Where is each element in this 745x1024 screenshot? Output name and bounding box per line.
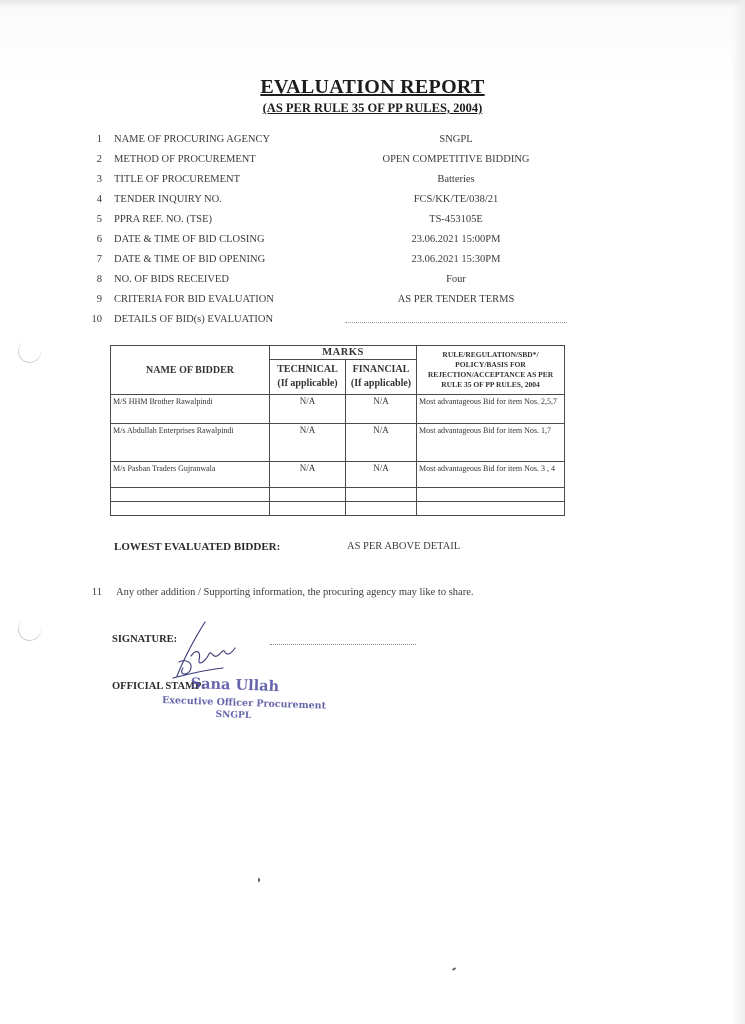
row-value: Batteries [437, 174, 475, 185]
rule-header-line: RULE 35 OF PP RULES, 2004 [441, 380, 540, 389]
row-number: 7 [96, 254, 102, 265]
scan-speck [452, 967, 456, 971]
rule-header-line: RULE/REGULATION/SBD*/ [442, 350, 539, 359]
row-number: 10 [91, 314, 102, 325]
row-number: 11 [91, 587, 102, 598]
col-header-bidder: NAME OF BIDDER [111, 346, 270, 395]
row-number: 6 [96, 234, 102, 245]
technical-header-line: TECHNICAL [277, 364, 338, 375]
row-value: TS-453105E [429, 214, 483, 225]
financial-marks: N/A [346, 462, 417, 488]
row-value: OPEN COMPETITIVE BIDDING [382, 154, 530, 165]
lowest-bidder-value: AS PER ABOVE DETAIL [347, 541, 461, 552]
row-number: 1 [96, 134, 102, 145]
official-stamp-label: OFFICIAL STAMP: [112, 681, 205, 692]
col-header-rule [417, 346, 565, 395]
table-row [111, 462, 565, 488]
bidder-name: M/s Abdullah Enterprises Rawalpindi [111, 424, 270, 462]
bidder-name: M/S HHM Brother Rawalpindi [111, 395, 270, 424]
rule-basis: Most advantageous Bid for item Nos. 3 , 4 [417, 462, 565, 488]
empty-cell [346, 502, 417, 516]
rule-basis: Most advantageous Bid for item Nos. 1,7 [417, 424, 565, 462]
lowest-bidder-label: LOWEST EVALUATED BIDDER: [114, 541, 281, 553]
technical-marks: N/A [270, 462, 346, 488]
scan-speck [258, 878, 260, 882]
col-header-financial [346, 360, 417, 395]
row-label: METHOD OF PROCUREMENT [114, 154, 256, 165]
col-header-marks: MARKS [270, 346, 417, 360]
scan-right-shadow [731, 0, 745, 1024]
empty-cell [270, 488, 346, 502]
bidder-name: M/s Pasban Traders Gujranwala [111, 462, 270, 488]
table-row-empty [111, 502, 565, 516]
row-value: Four [446, 274, 466, 285]
table-row [111, 424, 565, 462]
row-number: 2 [96, 154, 102, 165]
row-number: 3 [96, 174, 102, 185]
row-number: 9 [96, 294, 102, 305]
report-title: EVALUATION REPORT [260, 76, 485, 98]
bid-evaluation-table [110, 345, 565, 516]
table-row [111, 395, 565, 424]
empty-cell [417, 502, 565, 516]
technical-marks: N/A [270, 424, 346, 462]
row-value: SNGPL [439, 134, 473, 145]
stamp-name: Sana Ullah [190, 674, 280, 696]
row-value: 23.06.2021 15:30PM [411, 254, 501, 265]
row-label: PPRA REF. NO. (TSE) [114, 214, 213, 225]
row-label: DETAILS OF BID(s) EVALUATION [114, 314, 274, 325]
other-info-text: Any other addition / Supporting information, the procuring agency may like to share. [116, 587, 474, 598]
row-value: 23.06.2021 15:00PM [411, 234, 501, 245]
report-subtitle: (AS PER RULE 35 OF PP RULES, 2004) [262, 101, 483, 115]
row-label: TENDER INQUIRY NO. [114, 194, 222, 205]
empty-cell [270, 502, 346, 516]
col-header-technical [270, 360, 346, 395]
table-header-row [111, 346, 565, 360]
row-label: DATE & TIME OF BID OPENING [114, 254, 266, 265]
technical-header-line: (If applicable) [277, 378, 338, 389]
row-value: FCS/KK/TE/038/21 [413, 194, 499, 205]
financial-marks: N/A [346, 395, 417, 424]
empty-cell [346, 488, 417, 502]
empty-cell [417, 488, 565, 502]
punch-hole-mark [15, 615, 44, 644]
technical-marks: N/A [270, 395, 346, 424]
row-number: 5 [96, 214, 102, 225]
empty-cell [111, 488, 270, 502]
financial-header-line: (If applicable) [350, 378, 412, 389]
financial-header-line: FINANCIAL [352, 364, 410, 375]
row-label: NO. OF BIDS RECEIVED [114, 274, 229, 285]
row-label: CRITERIA FOR BID EVALUATION [114, 294, 274, 305]
rule-header-line: POLICY/BASIS FOR [455, 360, 526, 369]
row-label: DATE & TIME OF BID CLOSING [114, 234, 265, 245]
row-number: 8 [96, 274, 102, 285]
row-value: AS PER TENDER TERMS [397, 294, 515, 305]
row-label: NAME OF PROCURING AGENCY [114, 134, 271, 145]
scan-top-shadow [0, 0, 745, 8]
financial-marks: N/A [346, 424, 417, 462]
dotted-fill-line [345, 322, 567, 323]
rule-header-line: REJECTION/ACCEPTANCE AS PER [427, 370, 554, 379]
table-row-empty [111, 488, 565, 502]
empty-cell [111, 502, 270, 516]
rule-basis: Most advantageous Bid for item Nos. 2,5,7 [417, 395, 565, 424]
row-label: TITLE OF PROCUREMENT [114, 174, 240, 185]
signature-dotted-line [270, 634, 416, 645]
punch-hole-mark [15, 337, 44, 366]
stamp-organization: SNGPL [215, 709, 252, 722]
signature-label: SIGNATURE: [112, 634, 178, 645]
stamp-designation: Executive Officer Procurement [161, 694, 327, 712]
row-number: 4 [96, 194, 102, 205]
